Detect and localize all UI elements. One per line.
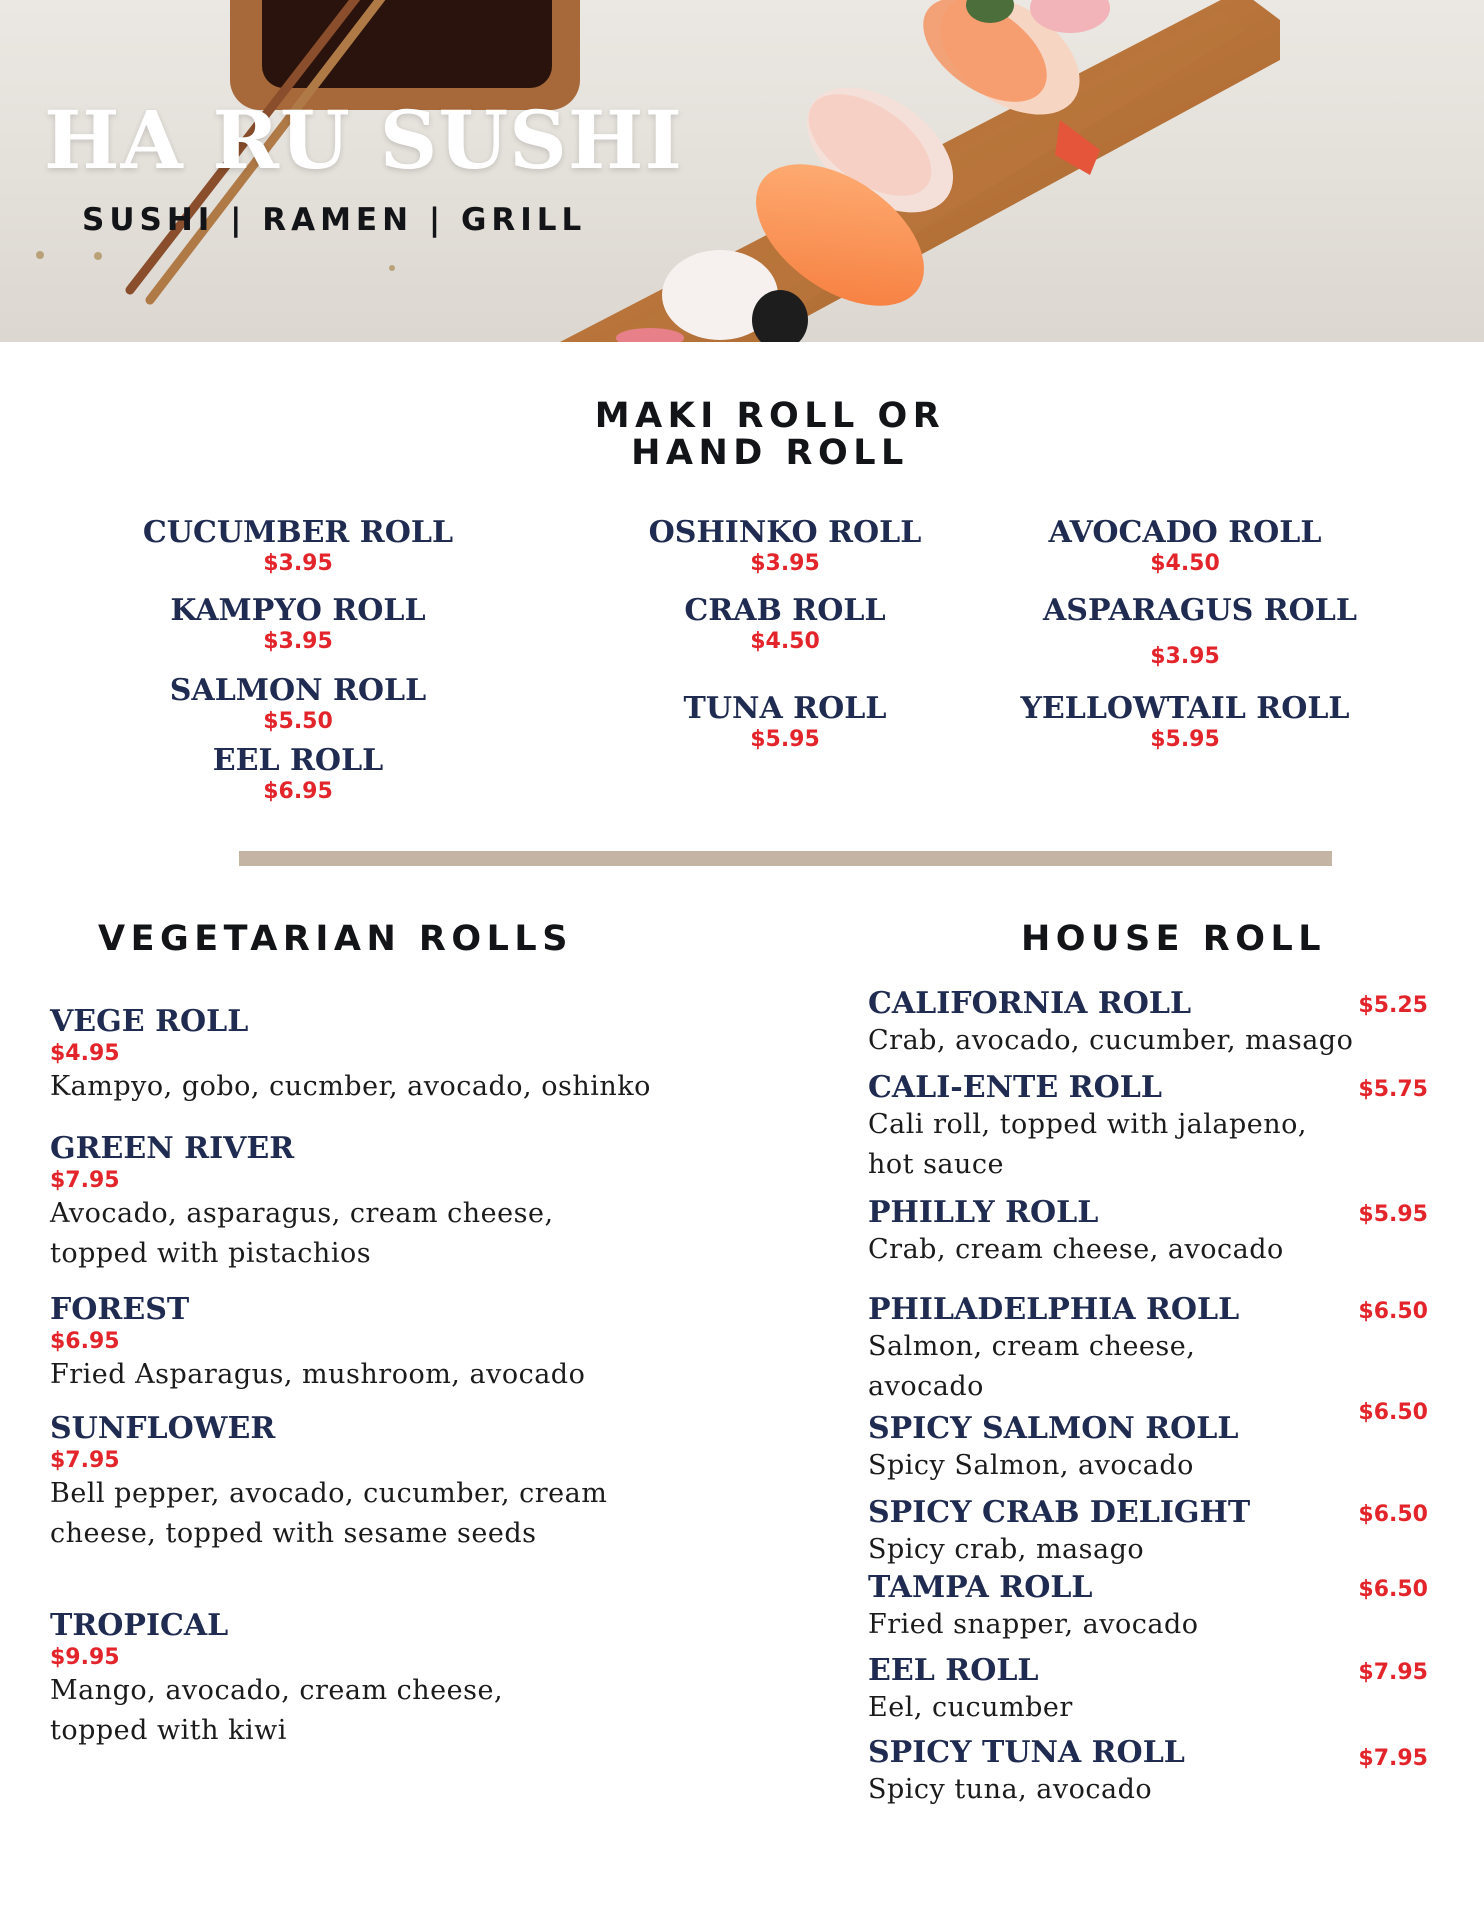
maki-item-oshinko (585, 515, 985, 576)
maki-item-yellowtail (985, 691, 1385, 752)
house-item-philadelphia (868, 1292, 1428, 1407)
veg-item-tropical (50, 1608, 610, 1751)
item-price: $7.95 (50, 1448, 120, 1473)
item-price: $5.50 (263, 709, 333, 734)
house-section-heading: HOUSE ROLL (1021, 919, 1327, 959)
house-item-spicy-tuna (868, 1735, 1428, 1810)
item-name: CALIFORNIA ROLL (868, 986, 1192, 1021)
item-name: SALMON ROLL (169, 673, 427, 708)
brand-tagline: SUSHI | RAMEN | GRILL (82, 202, 587, 238)
item-price: $3.95 (263, 551, 333, 576)
house-item-spicy-salmon (868, 1400, 1428, 1486)
house-item-philly (868, 1195, 1428, 1270)
item-price: $6.50 (1358, 1502, 1428, 1527)
item-name: PHILLY ROLL (868, 1195, 1099, 1230)
item-price: $5.95 (1150, 727, 1220, 752)
item-name: GREEN RIVER (50, 1131, 295, 1166)
item-price: $6.50 (1358, 1400, 1428, 1425)
item-description: Avocado, asparagus, cream cheese, topped with pistachios (50, 1198, 554, 1269)
item-name: OSHINKO ROLL (648, 515, 922, 550)
maki-section-heading (0, 398, 1484, 472)
item-description: Eel, cucumber (868, 1692, 1073, 1723)
maki-item-eel (98, 743, 498, 804)
item-price: $9.95 (50, 1645, 120, 1670)
item-description: Crab, cream cheese, avocado (868, 1234, 1284, 1265)
item-name: TUNA ROLL (683, 691, 887, 726)
house-item-tampa (868, 1570, 1428, 1645)
hero-banner (0, 0, 1484, 342)
item-description: Cali roll, topped with jalapeno, hot sauce (868, 1109, 1307, 1180)
item-price: $7.95 (1358, 1746, 1428, 1771)
item-name: SPICY TUNA ROLL (868, 1735, 1185, 1770)
maki-item-asparagus (1000, 593, 1400, 669)
item-name: CRAB ROLL (684, 593, 886, 628)
item-price: $4.95 (50, 1041, 120, 1066)
item-description: Crab, avocado, cucumber, masago (868, 1025, 1354, 1056)
item-price: $6.95 (263, 779, 333, 804)
item-name: FOREST (50, 1292, 190, 1327)
house-item-cali-ente (868, 1070, 1428, 1185)
house-item-california (868, 986, 1428, 1061)
item-price: $5.25 (1358, 993, 1428, 1018)
brand-title: HA RU SUSHI (44, 93, 683, 187)
item-price: $3.95 (263, 629, 333, 654)
item-name: SUNFLOWER (50, 1411, 276, 1446)
item-name: SPICY SALMON ROLL (868, 1411, 1239, 1446)
maki-item-tuna (585, 691, 985, 752)
item-price: $7.95 (50, 1168, 120, 1193)
item-price: $5.95 (1358, 1202, 1428, 1227)
item-description: Spicy crab, masago (868, 1534, 1145, 1565)
item-name: TROPICAL (50, 1608, 229, 1643)
item-name: CUCUMBER ROLL (142, 515, 454, 550)
item-description: Fried snapper, avocado (868, 1609, 1199, 1640)
maki-item-kampyo (98, 593, 498, 654)
item-name: AVOCADO ROLL (1048, 515, 1322, 550)
item-description: Kampyo, gobo, cucmber, avocado, oshinko (50, 1071, 651, 1102)
maki-heading-line1: MAKI ROLL OR (594, 396, 946, 436)
vegetarian-section-heading: VEGETARIAN ROLLS (98, 919, 573, 959)
item-description: Spicy Salmon, avocado (868, 1450, 1194, 1481)
item-price: $6.50 (1358, 1577, 1428, 1602)
item-name: PHILADELPHIA ROLL (868, 1292, 1240, 1327)
item-price: $5.75 (1358, 1077, 1428, 1102)
veg-item-vege-roll (50, 1004, 710, 1107)
maki-item-cucumber (98, 515, 498, 576)
section-divider (239, 851, 1332, 866)
item-name: VEGE ROLL (50, 1004, 249, 1039)
item-price: $4.50 (1150, 551, 1220, 576)
item-description: Fried Asparagus, mushroom, avocado (50, 1359, 586, 1390)
item-price: $7.95 (1358, 1660, 1428, 1685)
maki-heading-line2: HAND ROLL (631, 433, 909, 473)
item-price: $6.50 (1358, 1299, 1428, 1324)
item-description: Salmon, cream cheese, avocado (868, 1331, 1196, 1402)
item-name: YELLOWTAIL ROLL (1020, 691, 1350, 726)
maki-item-salmon (98, 673, 498, 734)
item-name: TAMPA ROLL (868, 1570, 1093, 1605)
maki-item-crab (585, 593, 985, 654)
item-name: EEL ROLL (868, 1653, 1039, 1688)
item-description: Spicy tuna, avocado (868, 1774, 1153, 1805)
item-price: $3.95 (1150, 644, 1220, 669)
item-price: $5.95 (750, 727, 820, 752)
house-item-eel (868, 1653, 1428, 1728)
veg-item-sunflower (50, 1411, 610, 1554)
item-name: ASPARAGUS ROLL (1043, 593, 1357, 628)
veg-item-green-river (50, 1131, 650, 1274)
item-name: EEL ROLL (212, 743, 384, 778)
item-name: CALI-ENTE ROLL (868, 1070, 1162, 1105)
veg-item-forest (50, 1292, 710, 1395)
item-price: $3.95 (750, 551, 820, 576)
item-description: Mango, avocado, cream cheese, topped with kiwi (50, 1675, 504, 1746)
item-name: SPICY CRAB DELIGHT (868, 1495, 1251, 1530)
item-name: KAMPYO ROLL (170, 593, 426, 628)
item-price: $4.50 (750, 629, 820, 654)
item-description: Bell pepper, avocado, cucumber, cream cheese, topped with sesame seeds (50, 1478, 608, 1549)
maki-item-avocado (985, 515, 1385, 576)
item-price: $6.95 (50, 1329, 120, 1354)
house-item-spicy-crab-delight (868, 1495, 1428, 1570)
